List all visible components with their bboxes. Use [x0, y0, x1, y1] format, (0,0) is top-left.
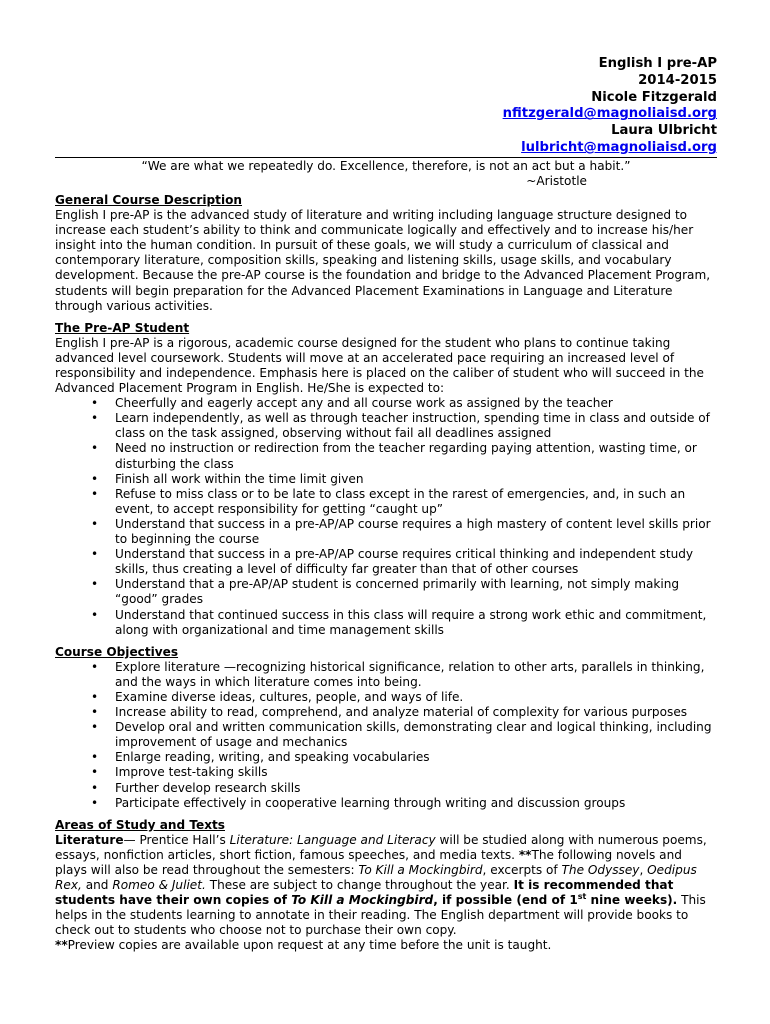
student-intro: English I pre-AP is a rigorous, academic course designed for the student who plans to continue taking advanced level coursework. Students will move at an accelerated pace requiring an increased level of responsibility and independence. Emphasis here is placed on the caliber of student who will succeed in the Advanced Placement Program in English. He/She is expected to:	[55, 335, 704, 396]
bullet-icon: •	[91, 705, 99, 720]
bullet-icon: •	[91, 547, 99, 562]
school-years: 2014-2015	[638, 72, 717, 88]
bullet-icon: •	[91, 689, 99, 704]
email-link-1[interactable]: nfitzgerald@magnoliaisd.org	[502, 106, 717, 122]
list-item: • Learn independently, as well as through teacher instruction, spending time in class and outside of class on the task assigned, observing without fail all deadlines assigned	[91, 411, 710, 441]
bullet-icon: •	[91, 441, 99, 456]
list-item: • Understand that continued success in this class will require a strong work ethic and commitment, along with organizational and time management skills	[91, 607, 707, 637]
teacher-name-2: Laura Ulbricht	[611, 123, 717, 139]
bullet-icon: •	[91, 607, 99, 622]
objectives-heading: Course Objectives	[55, 644, 179, 659]
list-item: • Understand that success in a pre-AP/AP course requires critical thinking and independent study skills, thus creating a level of difficulty far greater than that of other courses	[91, 547, 694, 577]
list-item: • Refuse to miss class or to be late to class except in the rarest of emergencies, and, in such an event, to accept responsibility for getting “caught up”	[91, 486, 686, 516]
bullet-icon: •	[91, 471, 99, 486]
bullet-icon: •	[91, 720, 99, 735]
list-item: • Enlarge reading, writing, and speaking vocabularies	[91, 750, 430, 765]
list-item: • Need no instruction or redirection from the teacher regarding paying attention, wasting time, or disturbing the class	[91, 441, 697, 471]
student-expectations-list	[55, 396, 717, 638]
areas-body: Literature— Prentice Hall’s Literature: Language and Literacy will be studied along with numerous poems, essays, nonfiction articles, short fiction, famous speeches, and media texts. **The following novels and plays will also be read throughout the semesters: To Kill a Mockingbird, excerpts of The Odyssey, Oedipus Rex, and Romeo & Juliet. These are subject to change throughout the year. It is recommended that students have their own copies of To Kill a Mockingbird, if possible (end of 1st nine weeks). This helps in the students learning to annotate in their reading. The English department will provide books to check out to students who choose not to purchase their own copy. **Preview copies are available upon request at any time before the unit is taught.	[55, 832, 707, 953]
quote-text: “We are what we repeatedly do. Excellence, therefore, is not an act but a habit.”	[141, 158, 631, 173]
bullet-icon: •	[91, 750, 99, 765]
bullet-icon: •	[91, 765, 99, 780]
bullet-icon: •	[91, 396, 99, 411]
list-item: • Improve test-taking skills	[91, 765, 268, 780]
header-divider	[55, 157, 717, 158]
quote-author: ~Aristotle	[526, 173, 587, 188]
list-item: • Develop oral and written communication skills, demonstrating clear and logical thinking, including improvement of usage and mechanics	[91, 720, 712, 750]
bullet-icon: •	[91, 516, 99, 531]
general-heading: General Course Description	[55, 192, 243, 207]
course-title: English I pre-AP	[598, 56, 717, 71]
syllabus-page	[55, 56, 717, 954]
areas-heading: Areas of Study and Texts	[55, 817, 225, 832]
list-item: • Finish all work within the time limit given	[91, 471, 364, 486]
list-item: • Participate effectively in cooperative learning through writing and discussion groups	[91, 795, 626, 810]
list-item: • Understand that success in a pre-AP/AP course requires a high mastery of content level skills prior to beginning the course	[91, 516, 711, 547]
list-item: • Further develop research skills	[91, 780, 301, 795]
course-header	[55, 56, 717, 157]
list-item: • Understand that a pre-AP/AP student is concerned primarily with learning, not simply making “good” grades	[91, 577, 680, 607]
general-body: English I pre-AP is the advanced study of literature and writing including language structure designed to increase each student’s ability to think and communicate logically and effectively and to increase his/her insight into the human condition. In pursuit of these goals, we will study a curriculum of classical and contemporary literature, composition skills, speaking and listening skills, usage skills, and vocabulary development. Because the pre-AP course is the foundation and bridge to the Advanced Placement Program, students will begin preparation for the Advanced Placement Examinations in Language and Literature through various activities.	[55, 208, 711, 313]
bullet-icon: •	[91, 486, 99, 501]
list-item: • Cheerfully and eagerly accept any and all course work as assigned by the teacher	[91, 396, 613, 411]
bullet-icon: •	[91, 780, 99, 795]
bullet-icon: •	[91, 795, 99, 810]
bullet-icon: •	[91, 577, 99, 592]
list-item: • Increase ability to read, comprehend, and analyze material of complexity for various purposes	[91, 705, 688, 720]
objectives-list	[55, 660, 717, 811]
teacher-name-1: Nicole Fitzgerald	[591, 89, 717, 105]
student-heading: The Pre-AP Student	[55, 320, 190, 335]
list-item: • Explore literature —recognizing historical significance, relation to other arts, parallels in thinking, and the ways in which literature comes into being.	[91, 659, 705, 689]
list-item: • Examine diverse ideas, cultures, people, and ways of life.	[91, 689, 464, 704]
email-link-2[interactable]: lulbricht@magnoliaisd.org	[521, 139, 717, 155]
bullet-icon: •	[91, 411, 99, 426]
bullet-icon: •	[91, 659, 99, 674]
